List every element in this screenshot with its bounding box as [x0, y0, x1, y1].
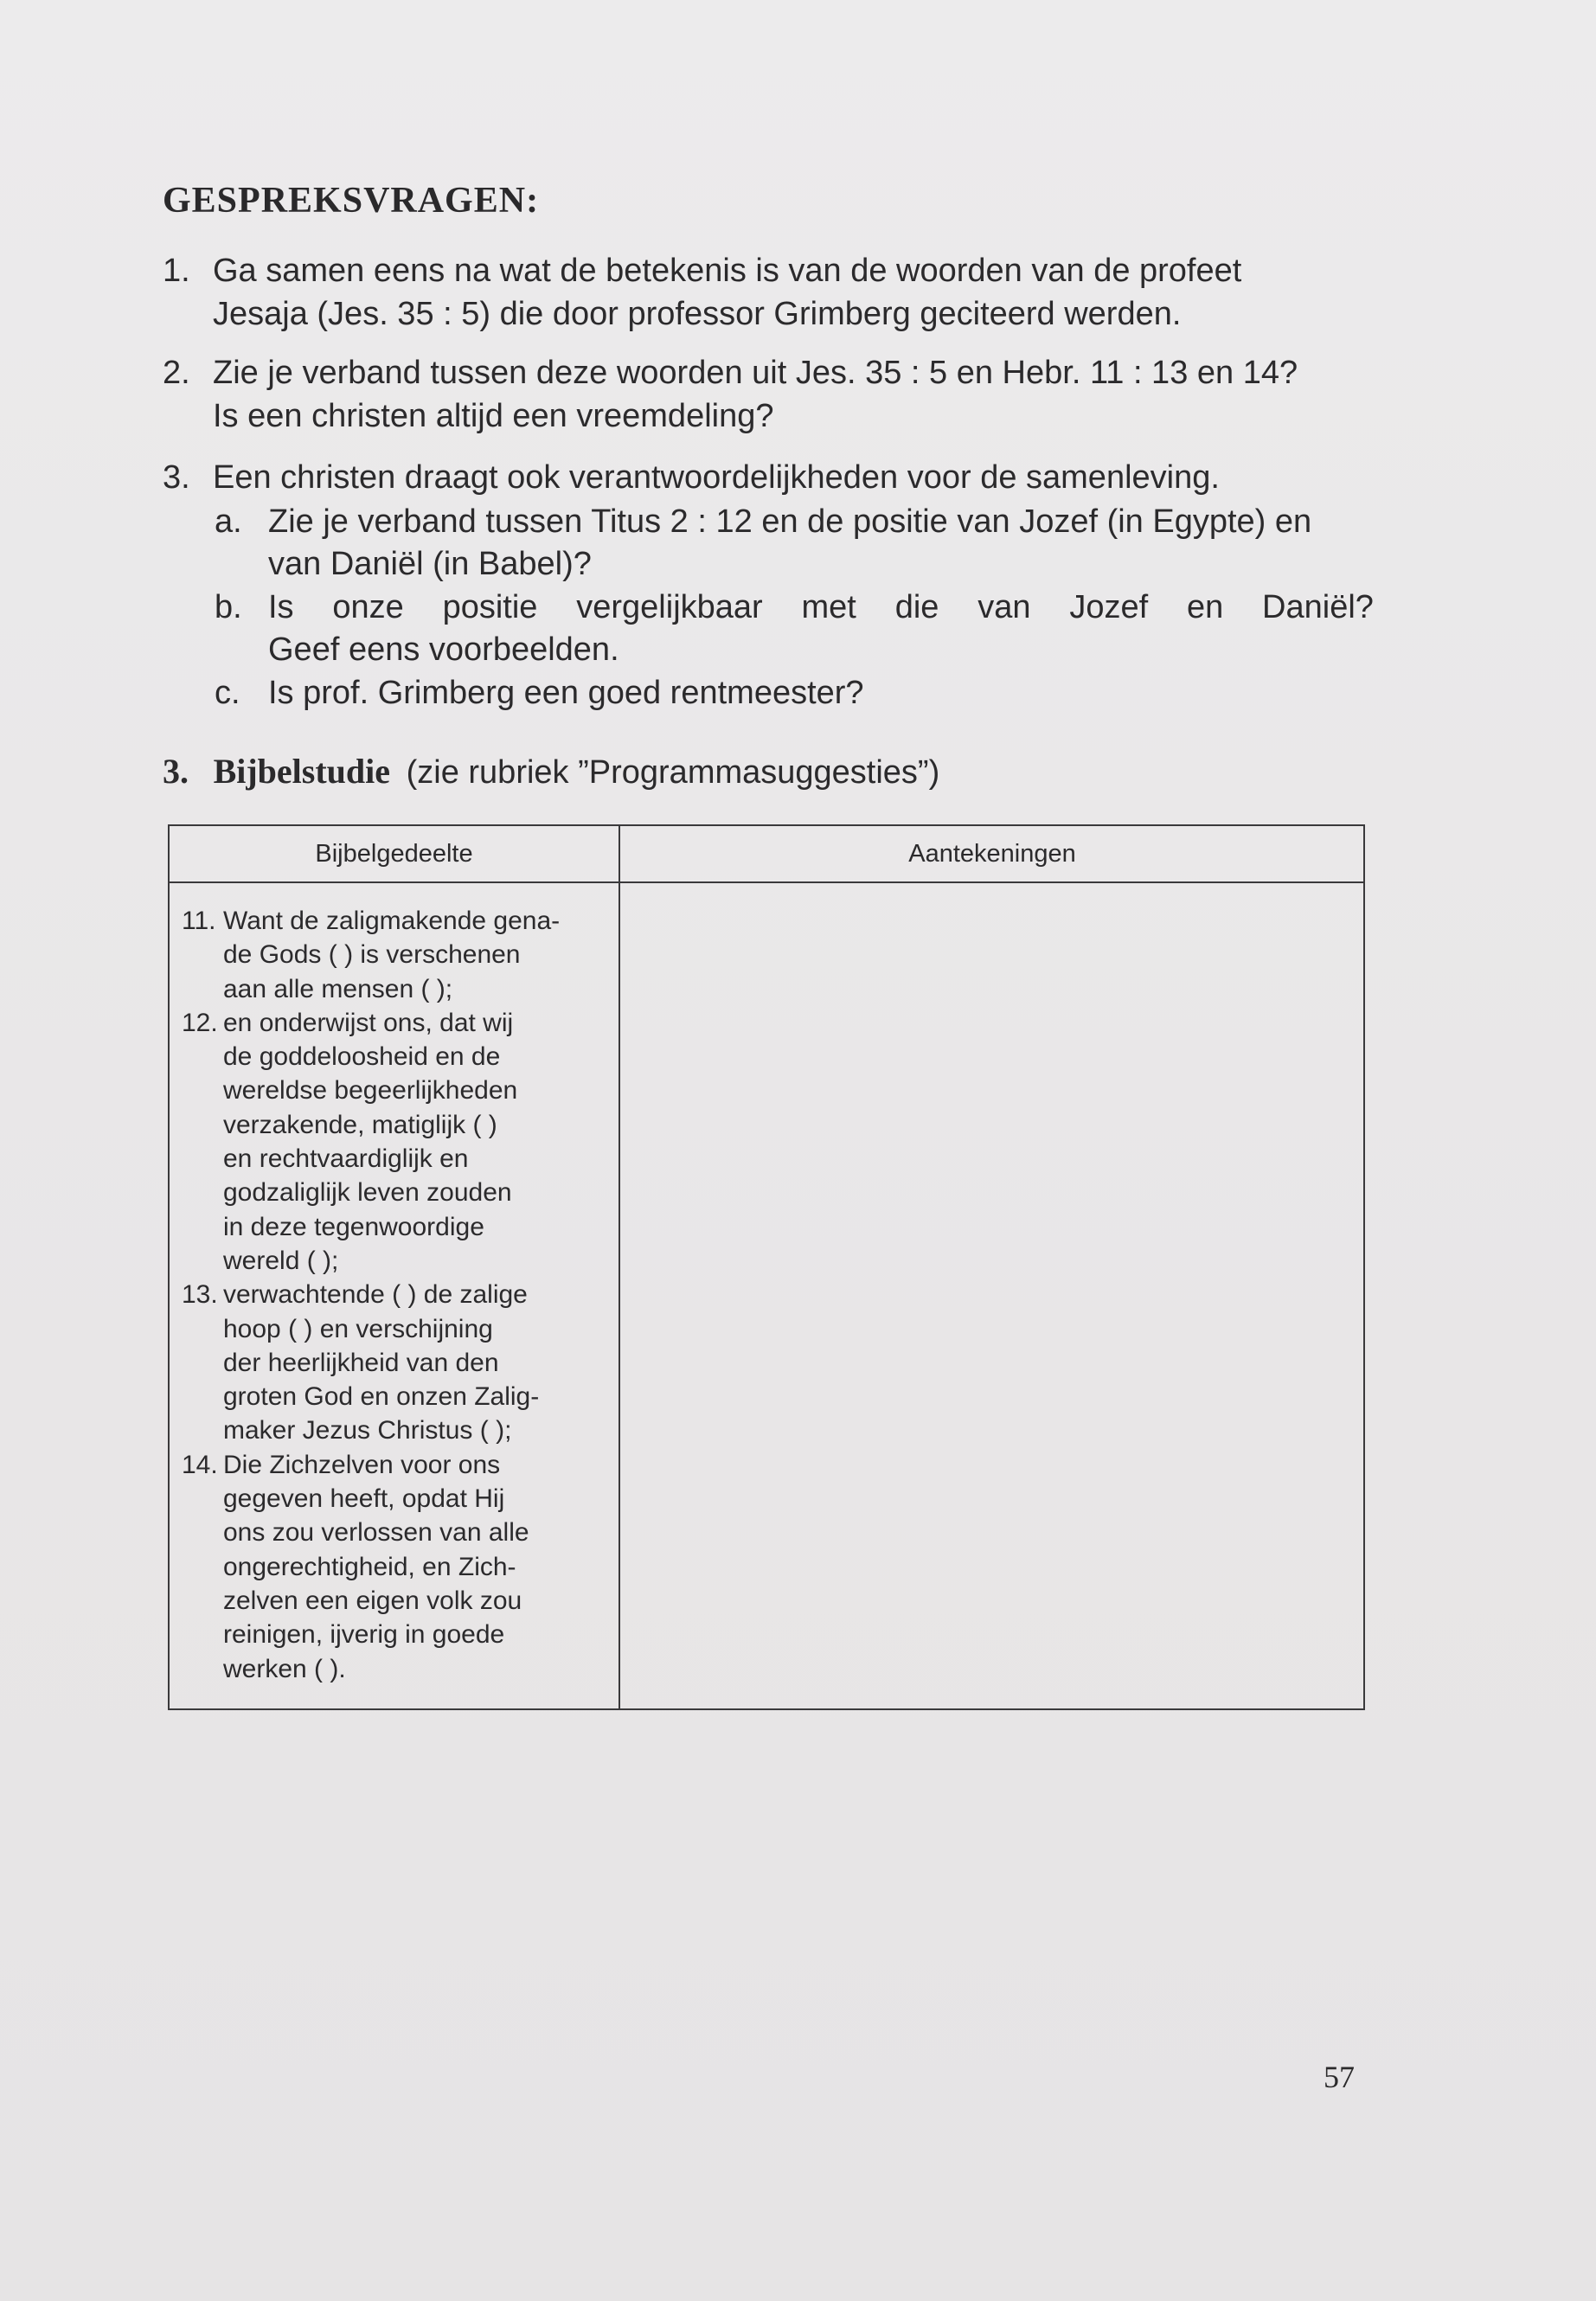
word: onze [332, 589, 404, 625]
verse-number: 13. [182, 1280, 218, 1310]
section-header [163, 751, 939, 792]
verse-line-text: der heerlijkheid van den [223, 1348, 499, 1377]
verse-number: 12. [182, 1008, 218, 1037]
verse-line-text: werken ( ). [223, 1654, 346, 1683]
subquestion-line: Is prof. Grimberg een goed rentmeester? [268, 675, 864, 711]
subquestion-justified-line [268, 586, 1374, 629]
word: die [894, 589, 939, 625]
verse-line-text: gegeven heeft, opdat Hij [223, 1484, 505, 1514]
question-line: Jesaja (Jes. 35 : 5) die door professor Grimberg geciteerd werden. [213, 296, 1182, 332]
verse-line [182, 1550, 614, 1584]
word: Is [268, 589, 294, 625]
question-line: Is een christen altijd een vreemdeling? [213, 398, 774, 434]
verse-line [182, 1584, 614, 1618]
verse-line-text: maker Jezus Christus ( ); [223, 1416, 512, 1445]
verse-line [182, 1142, 614, 1176]
verse-line [182, 1380, 614, 1413]
column-header-bijbelgedeelte: Bijbelgedeelte [315, 840, 473, 868]
verse-line-text: Die Zichzelven voor ons [223, 1450, 501, 1479]
section-title: Bijbelstudie [213, 752, 391, 791]
verse-line [182, 1618, 614, 1651]
verse-line [182, 938, 614, 971]
question-line: Zie je verband tussen deze woorden uit Jes. 35 : 5 en Hebr. 11 : 13 en 14? [213, 355, 1298, 391]
verse-line [182, 1482, 614, 1516]
column-divider [619, 826, 620, 1708]
verse-line-text: zelven een eigen volk zou [223, 1586, 522, 1615]
verse-line-text: wereld ( ); [223, 1246, 339, 1275]
verse-line [182, 1244, 614, 1278]
verse-line [182, 972, 614, 1006]
header-divider [170, 881, 1363, 883]
word: Daniël? [1262, 589, 1374, 625]
verse-line-text: de Gods ( ) is verschenen [223, 940, 521, 970]
verse-line [182, 1108, 614, 1142]
word: en [1186, 589, 1224, 625]
column-header-aantekeningen: Aantekeningen [908, 840, 1076, 868]
verse-line [182, 1516, 614, 1549]
verse-line-text: ons zou verlossen van alle [223, 1518, 529, 1548]
verse-line [182, 1652, 614, 1686]
verse-line [182, 1346, 614, 1380]
question-line: Ga samen eens na wat de betekenis is van de woorden van de profeet [213, 253, 1242, 289]
verse-line [182, 904, 614, 938]
subquestion-letter: b. [215, 589, 242, 625]
verse-number: 14. [182, 1450, 218, 1479]
verse-line-text: verzakende, matiglijk ( ) [223, 1110, 497, 1139]
verse-line-text: ongerechtigheid, en Zich- [223, 1552, 516, 1581]
verse-line-text: groten God en onzen Zalig- [223, 1382, 540, 1412]
verse-line [182, 1312, 614, 1346]
verse-number: 11. [182, 907, 216, 935]
page-number: 57 [1324, 2060, 1355, 2094]
subquestion-letter: a. [215, 503, 242, 540]
section-number: 3. [163, 752, 189, 791]
verse-text [182, 904, 614, 1686]
page-heading: GESPREKSVRAGEN: [163, 181, 540, 221]
verse-line [182, 1176, 614, 1209]
verse-line-text: wereldse begeerlijkheden [223, 1076, 518, 1106]
verse-line [182, 1074, 614, 1107]
verse-line-text: hoop ( ) en verschijning [223, 1314, 493, 1343]
section-note: (zie rubriek ”Programmasuggesties”) [406, 754, 940, 791]
subquestion-line: van Daniël (in Babel)? [268, 546, 592, 582]
verse-line [182, 1448, 614, 1482]
verse-line-text: in deze tegenwoordige [223, 1212, 484, 1241]
verse-line-text: verwachtende ( ) de zalige [223, 1280, 528, 1310]
verse-line [182, 1040, 614, 1074]
subquestion-line: Geef eens voorbeelden. [268, 631, 619, 668]
word: positie [442, 589, 538, 625]
verse-line-text: Want de zaligmakende gena- [223, 907, 561, 935]
bible-study-table [168, 824, 1365, 1710]
question-number: 1. [163, 253, 190, 289]
word: van [977, 589, 1031, 625]
verse-line-text: en rechtvaardiglijk en [223, 1144, 469, 1174]
verse-line [182, 1278, 614, 1311]
verse-line [182, 1413, 614, 1447]
verse-line-text: de goddeloosheid en de [223, 1042, 501, 1072]
word: met [801, 589, 856, 625]
verse-line-text: en onderwijst ons, dat wij [223, 1008, 514, 1037]
subquestion-letter: c. [215, 675, 240, 711]
question-number: 2. [163, 355, 190, 391]
verse-line [182, 1210, 614, 1244]
verse-line-text: godzaliglijk leven zouden [223, 1178, 512, 1208]
verse-line-text: aan alle mensen ( ); [223, 974, 453, 1003]
word: vergelijkbaar [576, 589, 763, 625]
subquestion-line: Zie je verband tussen Titus 2 : 12 en de positie van Jozef (in Egypte) en [268, 503, 1312, 540]
word: Jozef [1069, 589, 1149, 625]
question-line: Een christen draagt ook verantwoordelijkheden voor de samenleving. [213, 459, 1220, 496]
verse-line [182, 1006, 614, 1040]
question-number: 3. [163, 459, 190, 496]
verse-line-text: reinigen, ijverig in goede [223, 1620, 505, 1650]
